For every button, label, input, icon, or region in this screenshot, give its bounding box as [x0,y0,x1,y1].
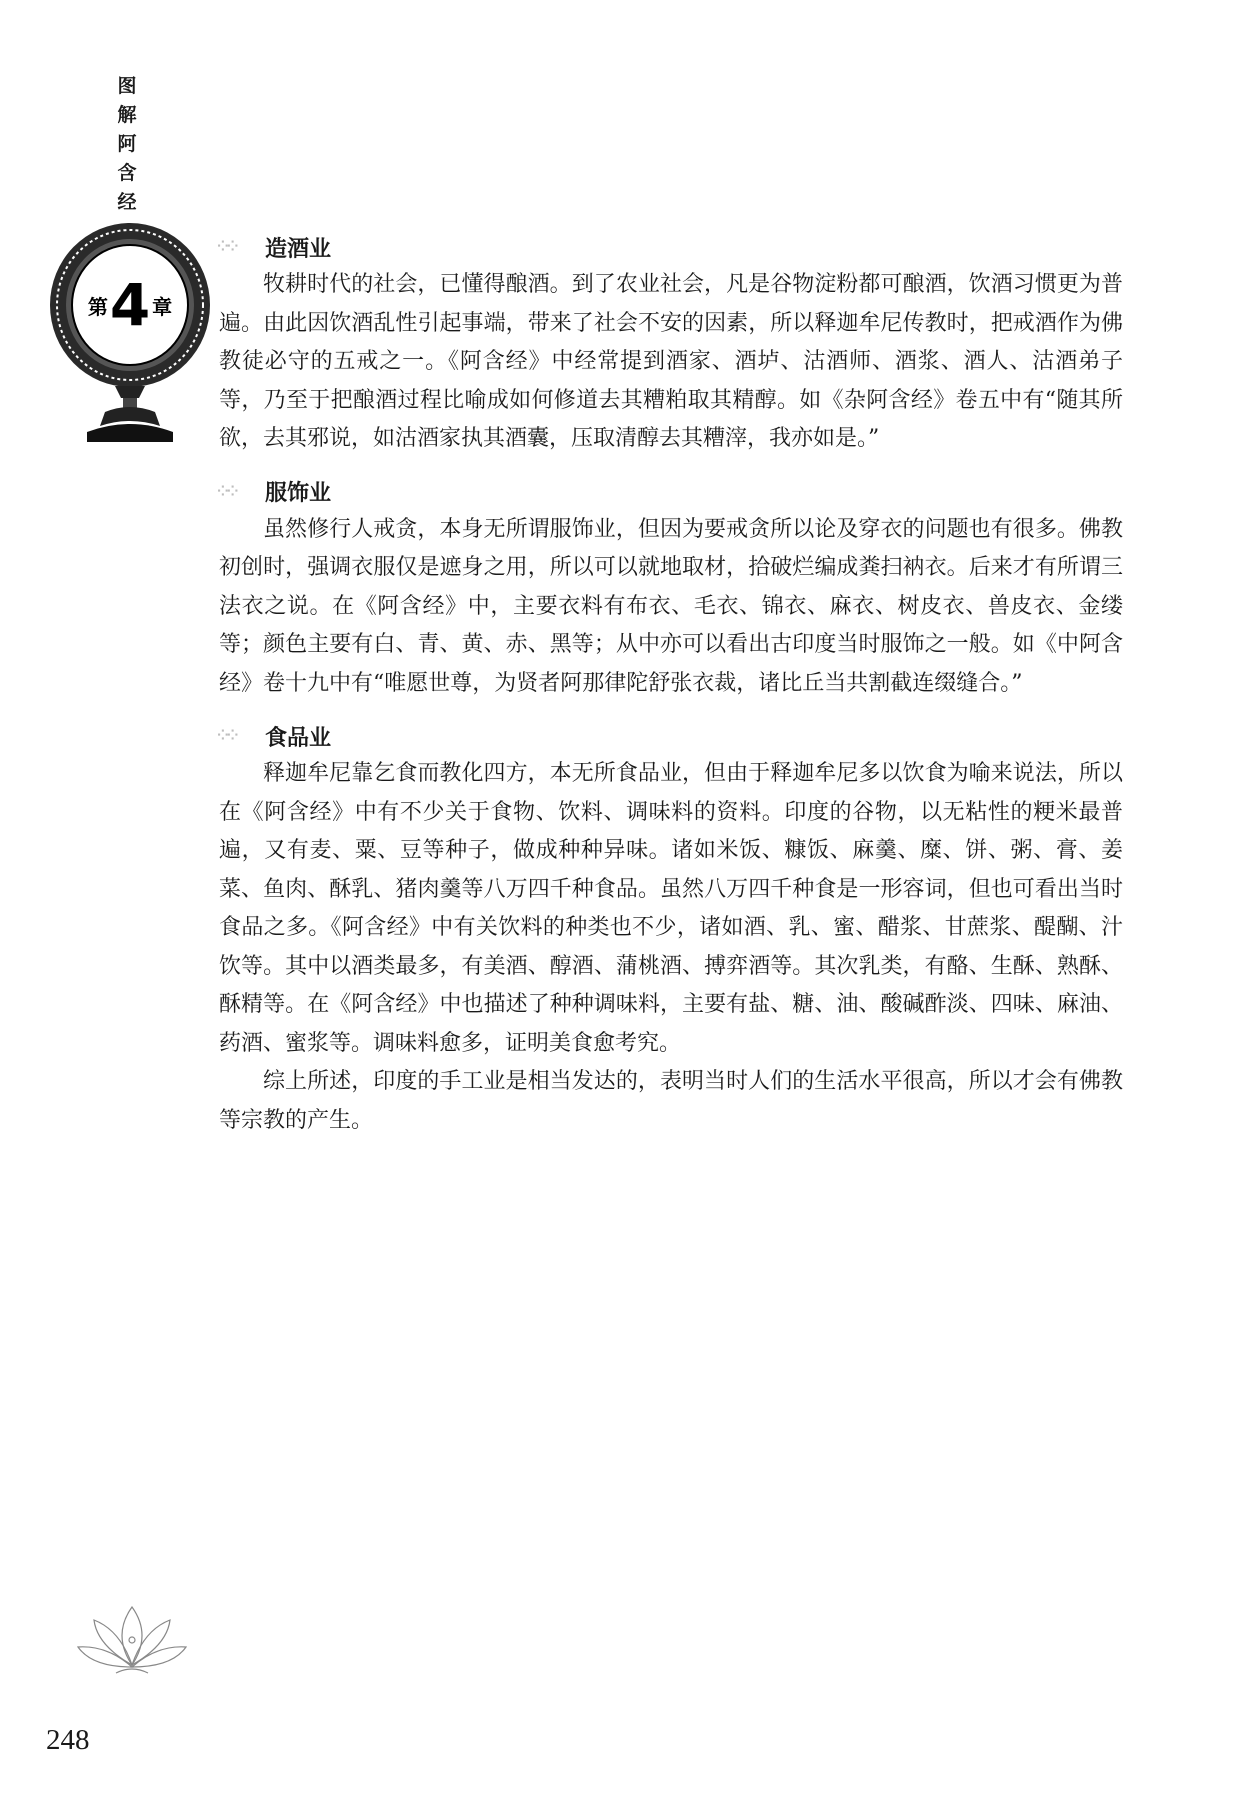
section-heading-text: 服饰业 [265,481,332,506]
running-title-char: 图 [117,75,137,97]
body-paragraph: 综上所述，印度的手工业是相当发达的，表明当时人们的生活水平很高，所以才会有佛教等宗教的产生。 [219,1069,1123,1133]
chapter-suffix: 章 [152,294,173,319]
heading-marker-icon: ⁘⁘ [217,728,237,744]
body-paragraph: 牧耕时代的社会，已懂得酿酒。到了农业社会，凡是谷物淀粉都可酿酒，饮酒习惯更为普遍。由此因饮酒乱性引起事端，带来了社会不安的因素，所以释迦牟尼传教时，把戒酒作为佛教徒必守的五戒之一。《阿含经》中经常提到酒家、酒垆、沽酒师、酒浆、酒人、沽酒弟子等，乃至于把酿酒过程比喻成如何修道去其糟粕取其精醇。如《杂阿含经》卷五中有“随其所欲，去其邪说，如沽酒家执其酒囊，压取清醇去其糟滓，我亦如是。” [219,272,1123,451]
main-content [215,232,1123,1158]
section-heading [215,232,1123,262]
heading-marker-icon: ⁘⁘ [217,483,237,500]
running-title-char: 含 [117,162,137,184]
chapter-emblem [45,210,215,450]
section-heading-text: 食品业 [265,725,332,751]
section-heading [215,477,1123,507]
heading-marker-icon: ⁘⁘ [217,239,237,255]
running-title-char: 经 [117,191,137,213]
chapter-number: 4 [109,271,151,339]
lotus-flower-icon [72,1595,192,1685]
chapter-prefix: 第 [87,294,108,319]
running-title-char: 解 [117,104,137,126]
body-paragraph: 虽然修行人戒贪，本身无所谓服饰业，但因为要戒贪所以论及穿衣的问题也有很多。佛教初创时，强调衣服仅是遮身之用，所以可以就地取材，拾破烂编成粪扫衲衣。后来才有所谓三法衣之说。在《阿含经》中，主要衣料有布衣、毛衣、锦衣、麻衣、树皮衣、兽皮衣、金缕等；颜色主要有白、青、黄、赤、黑等；从中亦可以看出古印度当时服饰之一般。如《中阿含经》卷十九中有“唯愿世尊，为贤者阿那律陀舒张衣裁，诸比丘当共割截连缀缝合。” [219,516,1123,696]
running-title [112,72,142,217]
page-number: 248 [46,1724,90,1756]
section-heading [215,721,1123,751]
running-title-char: 阿 [117,133,137,155]
body-paragraph: 释迦牟尼靠乞食而教化四方，本无所食品业，但由于释迦牟尼多以饮食为喻来说法，所以在《阿含经》中有不少关于食物、饮料、调味料的资料。印度的谷物，以无粘性的粳米最普遍，又有麦、粟、豆等种子，做成种种异味。诸如米饭、糠饭、麻羹、糜、饼、粥、膏、姜菜、鱼肉、酥乳、猪肉羹等八万四千种食品。虽然八万四千种食是一形容词，但也可看出当时食品之多。《阿含经》中有关饮料的种类也不少，诸如酒、乳、蜜、醋浆、甘蔗浆、醍醐、汁饮等。其中以酒类最多，有美酒、醇酒、蒲桃酒、搏弈酒等。其次乳类，有酪、生酥、熟酥、酥精等。在《阿含经》中也描述了种种调味料，主要有盐、糖、油、酸碱酢淡、四味、麻油、药酒、蜜浆等。调味料愈多，证明美食愈考究。 [219,761,1123,1056]
section-heading-text: 造酒业 [265,236,332,262]
